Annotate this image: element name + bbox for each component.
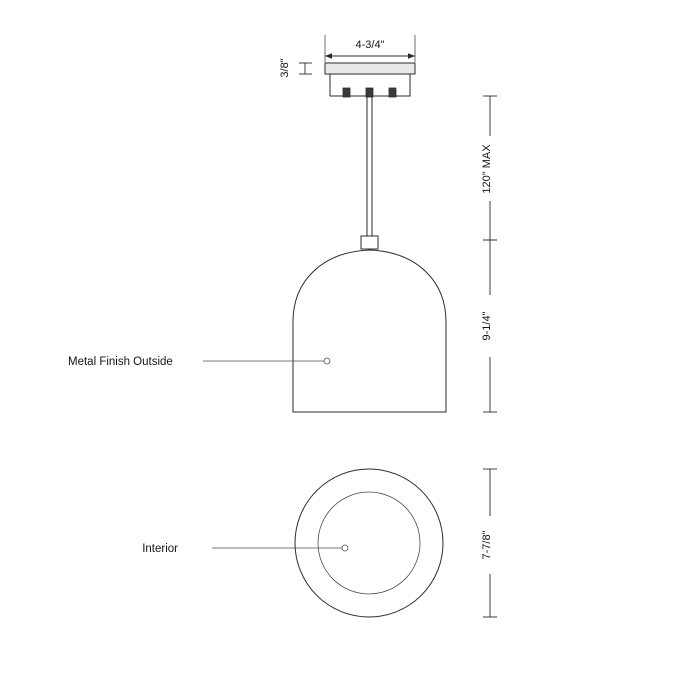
- dim-canopy-height-label: 3/8": [279, 58, 291, 78]
- callout-interior-label: Interior: [142, 543, 178, 555]
- canopy-socket-left: [343, 88, 350, 97]
- canopy-socket-center: [366, 88, 373, 97]
- plan-outer-circle: [295, 469, 443, 617]
- canopy-plate: [325, 63, 415, 74]
- canopy-socket-right: [389, 88, 396, 97]
- rod-coupler: [361, 236, 378, 249]
- callout-outside-label: Metal Finish Outside: [68, 356, 173, 368]
- dim-shade-height-label: 9-1/4": [481, 311, 493, 341]
- shade-outline: [293, 250, 446, 412]
- dim-canopy-arrow-right: [408, 53, 415, 59]
- dim-canopy-width-label: 4-3/4": [355, 39, 385, 51]
- dim-diameter-label: 7-7/8": [481, 530, 493, 560]
- dim-max-drop-label: 120" MAX: [481, 144, 493, 194]
- dim-canopy-arrow-left: [325, 53, 332, 59]
